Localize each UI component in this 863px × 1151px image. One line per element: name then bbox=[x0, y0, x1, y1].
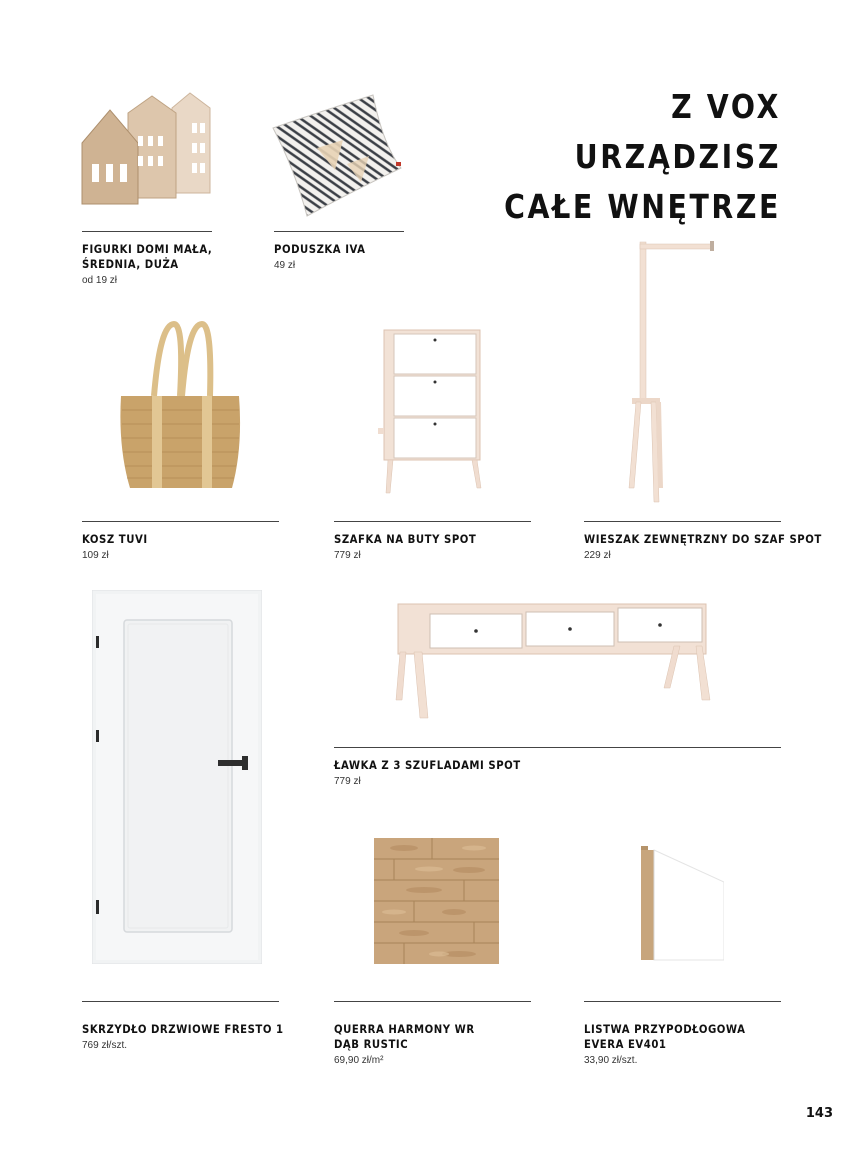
product-name: SKRZYDŁO DRZWIOWE FRESTO 1 bbox=[82, 1022, 284, 1036]
poduszka-iva-image[interactable] bbox=[265, 90, 405, 218]
product-name: WIESZAK ZEWNĘTRZNY DO SZAF SPOT bbox=[584, 532, 822, 546]
lawka-image[interactable] bbox=[392, 600, 712, 722]
divider bbox=[82, 1001, 279, 1002]
divider bbox=[274, 231, 404, 232]
product-name: KOSZ TUVI bbox=[82, 532, 148, 546]
product-price: od 19 zł bbox=[82, 275, 118, 286]
product-price: 33,90 zł/szt. bbox=[584, 1055, 638, 1066]
divider bbox=[584, 1001, 781, 1002]
product-price: 769 zł/szt. bbox=[82, 1040, 128, 1051]
divider bbox=[584, 521, 781, 522]
panel-querra-image[interactable] bbox=[374, 838, 499, 964]
headline-line-1: Z VOX URZĄDZISZ bbox=[574, 87, 781, 176]
figurki-domi-image[interactable] bbox=[80, 88, 215, 208]
page-number: 143 bbox=[805, 1106, 833, 1121]
page-headline bbox=[471, 82, 781, 232]
divider bbox=[334, 521, 531, 522]
headline-line-2: CAŁE WNĘTRZE bbox=[504, 187, 781, 226]
product-price: 49 zł bbox=[274, 260, 296, 271]
product-price: 229 zł bbox=[584, 550, 611, 561]
product-name: FIGURKI DOMI MAŁA, ŚREDNIA, DUŻA bbox=[82, 242, 213, 271]
product-figurki-domi bbox=[82, 231, 212, 287]
product-wieszak bbox=[584, 521, 822, 562]
product-poduszka-iva bbox=[274, 231, 404, 272]
product-name: QUERRA HARMONY WR DĄB RUSTIC bbox=[334, 1022, 475, 1051]
drzwi-fresto-image[interactable] bbox=[92, 590, 262, 964]
wieszak-image[interactable] bbox=[624, 238, 718, 506]
divider bbox=[334, 747, 781, 748]
szafka-na-buty-image[interactable] bbox=[378, 328, 488, 496]
divider bbox=[334, 1001, 531, 1002]
kosz-tuvi-image[interactable] bbox=[118, 318, 244, 498]
product-name: PODUSZKA IVA bbox=[274, 242, 366, 256]
product-price: 779 zł bbox=[334, 550, 361, 561]
product-kosz-tuvi bbox=[82, 521, 279, 562]
product-name: LISTWA PRZYPODŁOGOWA EVERA EV401 bbox=[584, 1022, 746, 1051]
divider bbox=[82, 231, 212, 232]
product-price: 69,90 zł/m² bbox=[334, 1055, 384, 1066]
product-querra-harmony bbox=[334, 1001, 531, 1067]
listwa-image[interactable] bbox=[638, 842, 724, 962]
product-price: 109 zł bbox=[82, 550, 109, 561]
product-drzwi-fresto bbox=[82, 1001, 284, 1052]
product-name: ŁAWKA Z 3 SZUFLADAMI SPOT bbox=[334, 758, 521, 772]
product-szafka-na-buty bbox=[334, 521, 531, 562]
divider bbox=[82, 521, 279, 522]
product-name: SZAFKA NA BUTY SPOT bbox=[334, 532, 477, 546]
product-listwa-evera bbox=[584, 1001, 781, 1067]
product-lawka bbox=[334, 747, 781, 788]
product-price: 779 zł bbox=[334, 776, 361, 787]
